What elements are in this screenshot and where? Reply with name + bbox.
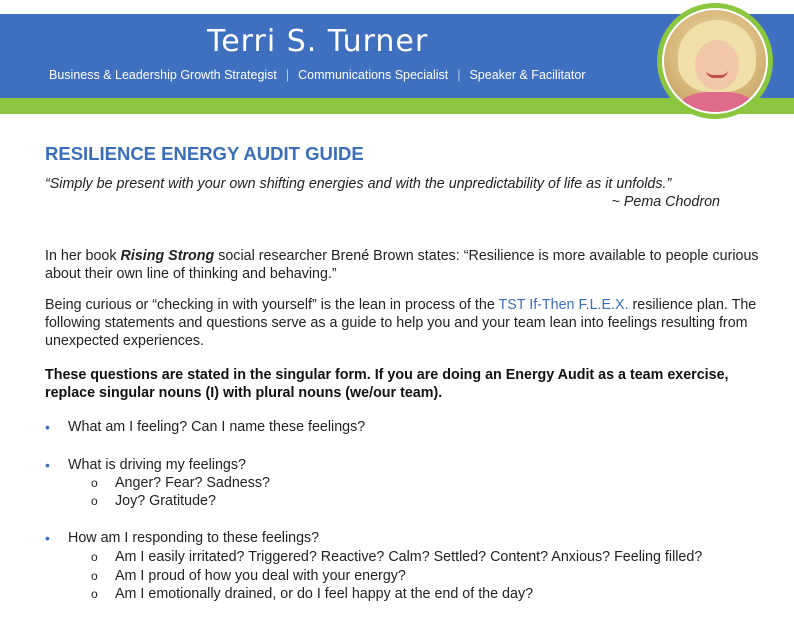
sub-list-item-text: Joy? Gratitude? [115,493,216,509]
para-text: Being curious or “checking in with yourself” is the lean in process of the [45,297,499,313]
paragraph-instructions: These questions are stated in the singular form. If you are doing an Energy Audit as a team exercise, replace singular nouns (I) with plural nouns (we/our team). [45,367,729,401]
para-text: In her book [45,248,121,264]
bullet-glyph: • [45,419,50,435]
bullet-glyph: • [45,457,50,473]
paragraph-rising-strong [45,247,765,283]
sub-list-item-text: Am I emotionally drained, or do I feel happy at the end of the day? [115,586,534,602]
sub-list-item-text: Am I proud of how you deal with your energy? [115,568,406,584]
avatar [662,8,768,114]
brand-name: Terri S. Turner [207,24,429,59]
para-text: resilience plan. The following statements and questions serve as a guide to help you and your team lean into feelings resulting from unexpected experiences. [45,297,757,349]
sub-list-item-text: Anger? Fear? Sadness? [115,475,270,491]
sub-bullet-glyph: o [91,587,98,601]
tagline-separator: | [285,68,290,82]
avatar-frame [657,3,773,119]
para-text: social researcher Brené Brown states: “Resilience is more available to people curious about their own line of thinking and behaving.” [45,248,759,282]
sub-bullet-glyph: o [91,569,98,583]
tagline-item: Communications Specialist [298,68,449,82]
list-item-text: How am I responding to these feelings? [68,530,320,546]
quote-attribution: ~ Pema Chodron [611,194,720,210]
book-title: Rising Strong [120,248,215,264]
sub-bullet-glyph: o [91,476,98,490]
tagline-separator: | [457,68,461,82]
sub-bullet-glyph: o [91,494,98,508]
tagline-item: Speaker & Facilitator [469,68,586,82]
tagline-item: Business & Leadership Growth Strategist [49,68,277,82]
flex-plan-link[interactable]: TST If-Then F.L.E.X. [498,297,629,313]
header-banner [0,0,794,120]
sub-list-item-text: Am I easily irritated? Triggered? Reactive? Calm? Settled? Content? Anxious? Feeling filled? [115,549,703,565]
bullet-glyph: • [45,530,50,546]
sub-bullet-glyph: o [91,550,98,564]
list-item-text: What is driving my feelings? [68,457,246,473]
tagline [49,68,586,82]
paragraph-flex-plan [45,296,765,350]
quote: “Simply be present with your own shifting energies and with the unpredictability of life as it unfolds.” [45,176,672,192]
document-title: RESILIENCE ENERGY AUDIT GUIDE [45,143,364,164]
list-item-text: What am I feeling? Can I name these feelings? [68,419,366,435]
